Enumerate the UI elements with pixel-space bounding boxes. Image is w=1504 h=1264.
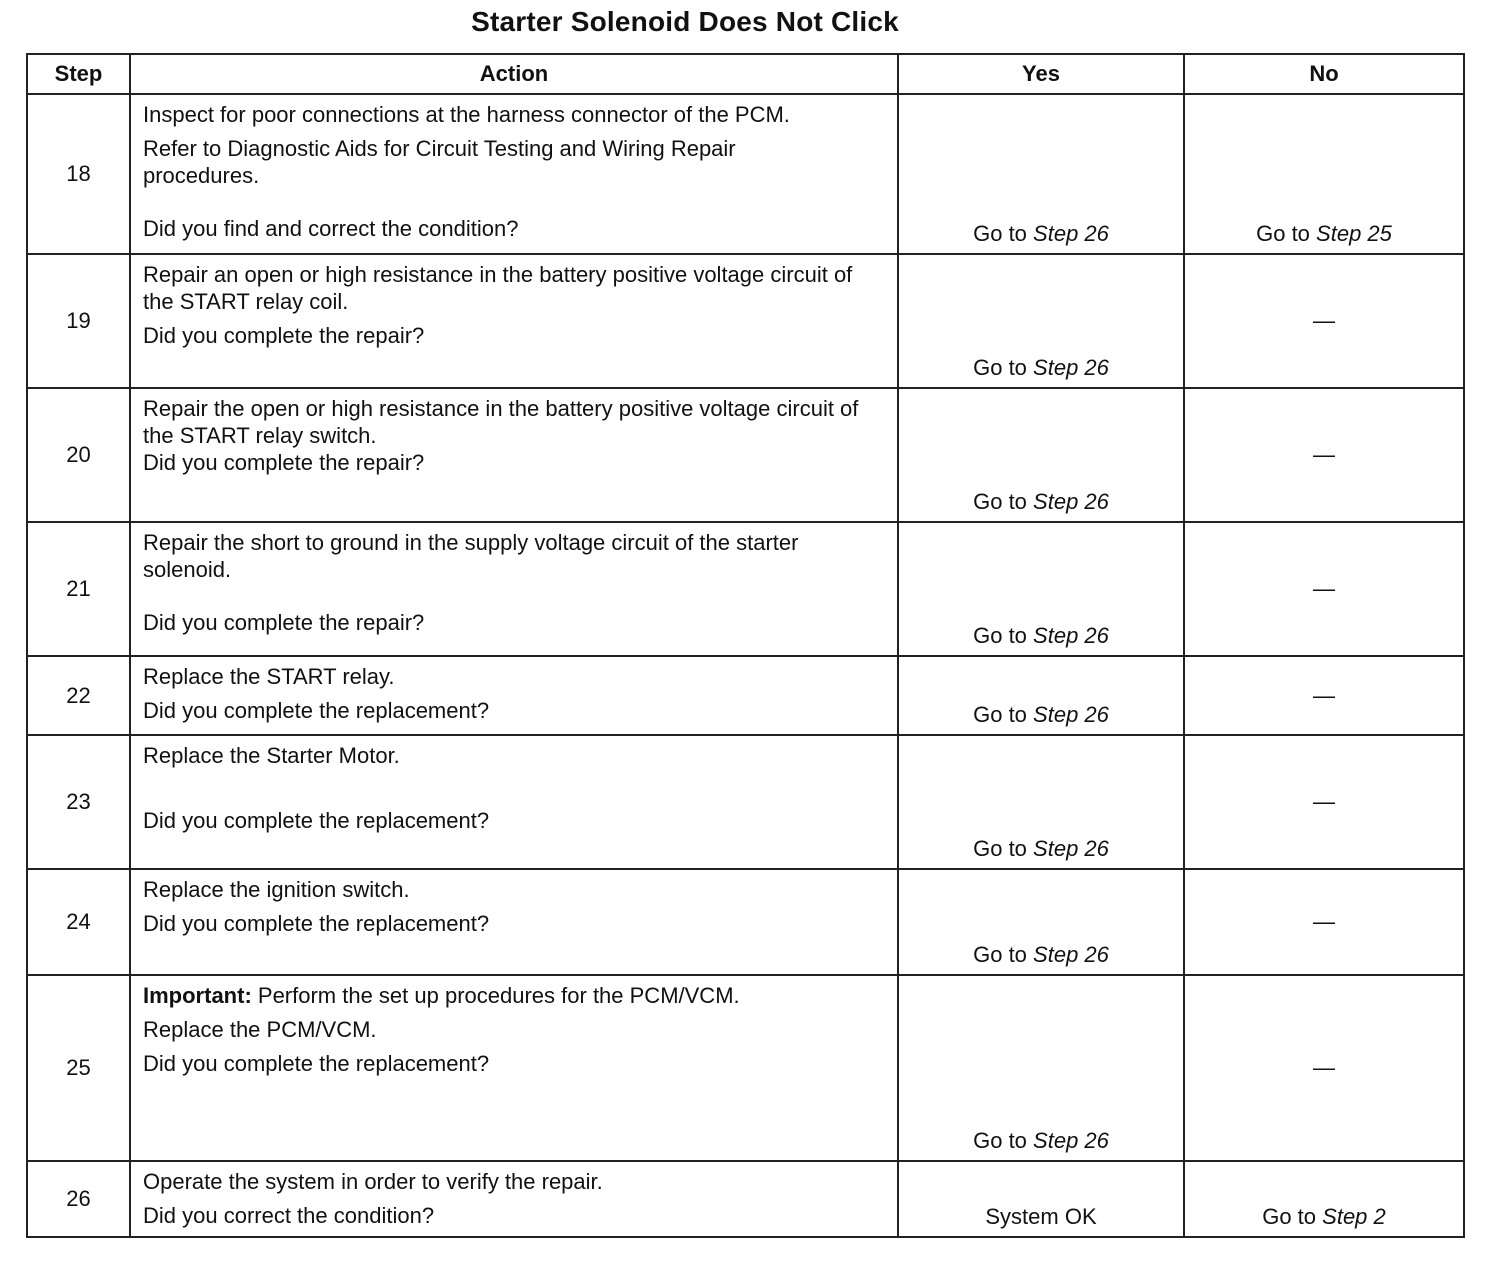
action-question: Did you complete the replacement? [143, 1051, 490, 1076]
yes-step-link[interactable]: Step 26 [1033, 836, 1109, 861]
no-cell: — [1184, 735, 1464, 869]
step-number: 24 [27, 869, 130, 975]
step-number: 19 [27, 254, 130, 388]
table-row [27, 656, 1464, 735]
action-line: Operate the system in order to verify the repair. [143, 1169, 603, 1194]
no-cell: — [1184, 975, 1464, 1161]
table-row [27, 254, 1464, 388]
no-prefix: Go to [1262, 1204, 1317, 1229]
no-cell: — [1184, 254, 1464, 388]
table-row [27, 869, 1464, 975]
yes-cell [898, 735, 1184, 869]
diagnostic-table [26, 53, 1465, 1238]
yes-step-link[interactable]: Step 26 [1033, 489, 1109, 514]
action-line [143, 982, 887, 1009]
action-cell [130, 735, 898, 869]
step-number: 21 [27, 522, 130, 656]
table-row [27, 1161, 1464, 1237]
table-header-row [27, 54, 1464, 94]
step-number: 26 [27, 1161, 130, 1237]
action-question: Did you complete the repair? [143, 610, 425, 635]
step-number: 23 [27, 735, 130, 869]
yes-cell [898, 522, 1184, 656]
no-step-link[interactable]: Step 2 [1322, 1204, 1386, 1229]
no-cell: — [1184, 656, 1464, 735]
action-question: Did you complete the replacement? [143, 808, 490, 833]
action-question: Did you find and correct the condition? [143, 216, 519, 241]
step-number: 20 [27, 388, 130, 522]
yes-step-link[interactable]: Step 26 [1033, 1128, 1109, 1153]
action-cell [130, 869, 898, 975]
step-number: 22 [27, 656, 130, 735]
table-row [27, 522, 1464, 656]
header-step: Step [27, 54, 130, 94]
yes-cell: System OK [898, 1161, 1184, 1237]
action-cell [130, 94, 898, 254]
yes-step-link[interactable]: Step 26 [1033, 355, 1109, 380]
yes-prefix: Go to [973, 836, 1027, 861]
table-row [27, 735, 1464, 869]
yes-prefix: Go to [973, 489, 1027, 514]
page-title: Starter Solenoid Does Not Click [471, 6, 899, 37]
action-line: Replace the Starter Motor. [143, 743, 400, 768]
action-cell [130, 1161, 898, 1237]
table-row [27, 975, 1464, 1161]
table-row [27, 94, 1464, 254]
yes-cell [898, 869, 1184, 975]
yes-prefix: Go to [973, 702, 1027, 727]
action-question: Did you complete the replacement? [143, 698, 490, 723]
action-line: Inspect for poor connections at the harness connector of the PCM. [143, 102, 790, 127]
step-number: 25 [27, 975, 130, 1161]
yes-cell [898, 656, 1184, 735]
yes-prefix: Go to [973, 623, 1027, 648]
yes-step-link[interactable]: Step 26 [1033, 702, 1109, 727]
table-row [27, 388, 1464, 522]
yes-cell [898, 388, 1184, 522]
yes-cell [898, 94, 1184, 254]
action-cell [130, 975, 898, 1161]
header-yes: Yes [898, 54, 1184, 94]
yes-prefix: Go to [973, 942, 1027, 967]
important-text: Perform the set up procedures for the PCM/VCM. [257, 983, 740, 1008]
yes-step-link[interactable]: Step 26 [1033, 221, 1109, 246]
action-cell [130, 656, 898, 735]
action-cell [130, 254, 898, 388]
action-line: Refer to Diagnostic Aids for Circuit Testing and Wiring Repair procedures. [143, 136, 736, 188]
yes-step-link[interactable]: Step 26 [1033, 942, 1109, 967]
action-line: Replace the START relay. [143, 664, 395, 689]
important-label: Important: [143, 983, 252, 1008]
action-question: Did you complete the repair? [143, 450, 425, 475]
action-cell [130, 388, 898, 522]
no-cell [1184, 94, 1464, 254]
action-question: Did you complete the replacement? [143, 911, 490, 936]
step-number: 18 [27, 94, 130, 254]
yes-cell [898, 254, 1184, 388]
header-action: Action [130, 54, 898, 94]
action-line: Repair the short to ground in the supply voltage circuit of the starter solenoid. [143, 530, 799, 582]
yes-cell [898, 975, 1184, 1161]
no-cell [1184, 1161, 1464, 1237]
action-question: Did you complete the repair? [143, 323, 425, 348]
no-cell: — [1184, 869, 1464, 975]
action-line: Replace the PCM/VCM. [143, 1017, 377, 1042]
yes-prefix: Go to [973, 221, 1027, 246]
action-line: Repair the open or high resistance in the battery positive voltage circuit of the START relay switch. [143, 396, 859, 448]
action-question: Did you correct the condition? [143, 1203, 435, 1228]
no-step-link[interactable]: Step 25 [1316, 221, 1392, 246]
no-cell: — [1184, 522, 1464, 656]
no-prefix: Go to [1256, 221, 1310, 246]
action-cell [130, 522, 898, 656]
yes-prefix: Go to [973, 1128, 1027, 1153]
yes-step-link[interactable]: Step 26 [1033, 623, 1109, 648]
no-cell: — [1184, 388, 1464, 522]
action-line: Repair an open or high resistance in the battery positive voltage circuit of the START relay coil. [143, 262, 853, 314]
header-no: No [1184, 54, 1464, 94]
yes-prefix: Go to [973, 355, 1027, 380]
action-line: Replace the ignition switch. [143, 877, 410, 902]
